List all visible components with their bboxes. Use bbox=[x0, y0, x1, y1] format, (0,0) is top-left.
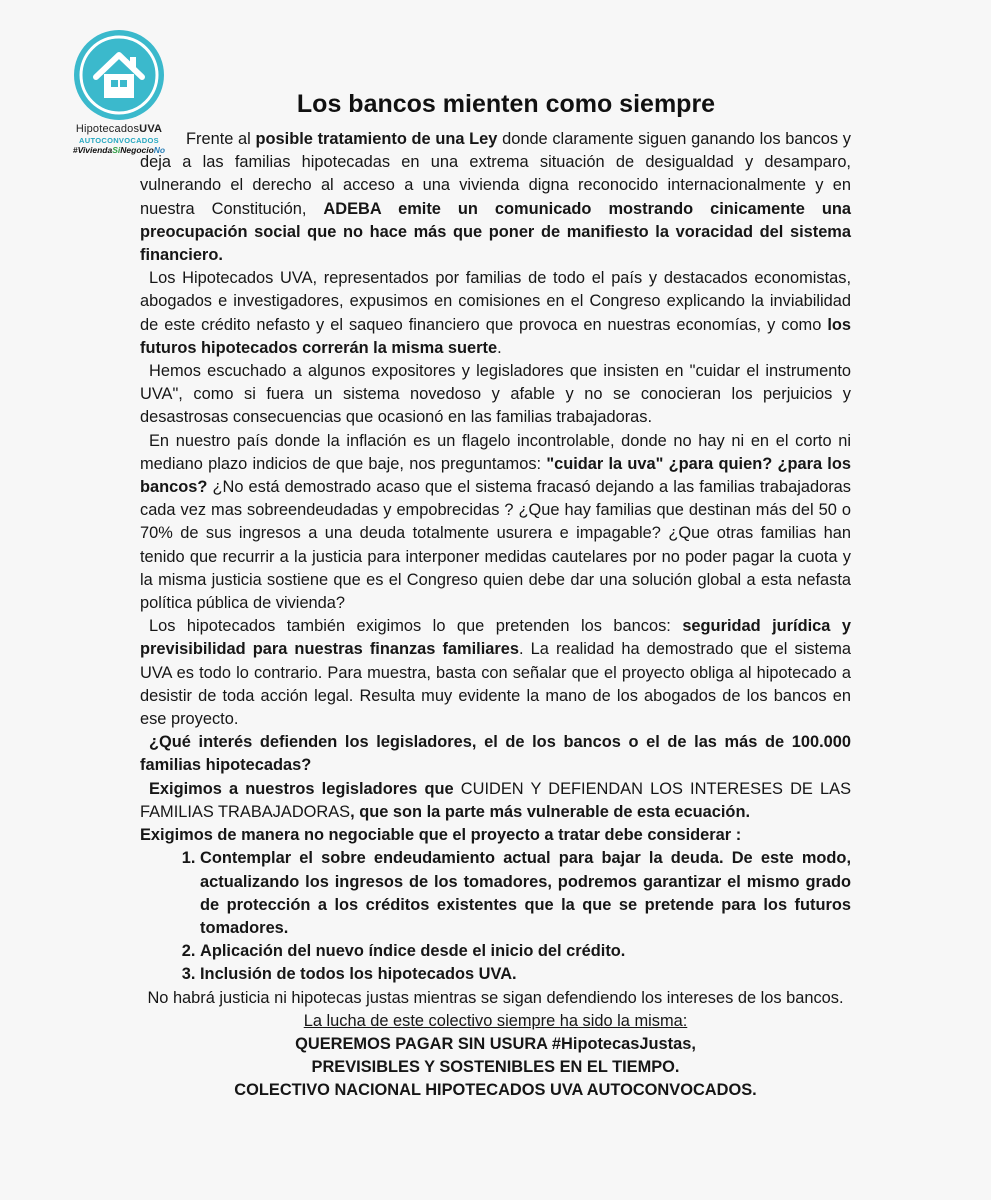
list-item: 1. Contemplar el sobre endeudamiento actual para bajar la deuda. De este modo, actualizando los ingresos de los tomadores, podremos garantizar el mismo grado de protección a los créditos existentes que la que se pretende para los futuros tomadores. bbox=[200, 847, 851, 940]
paragraph-2: Los Hipotecados UVA, representados por familias de todo el país y destacados economistas, abogados e investigadores, expusimos en comisiones en el Congreso explicando la inviabilidad de este crédito nefasto y el saqueo financiero que provoca en nuestras economías, y como los futuros hipotecados correrán la misma suerte. bbox=[140, 269, 851, 357]
paragraph-struggle: La lucha de este colectivo siempre ha sido la misma: bbox=[303, 1011, 688, 1030]
closing-line-3: COLECTIVO NACIONAL HIPOTECADOS UVA AUTOCONVOCADOS. bbox=[234, 1081, 757, 1100]
paragraph-demand: Exigimos a nuestros legisladores que CUIDEN Y DEFIENDAN LOS INTERESES DE LAS FAMILIAS TRABAJADORAS, que son la parte más vulnerable de esta ecuación. bbox=[140, 779, 852, 821]
document-title: Los bancos mienten como siempre bbox=[296, 90, 716, 118]
logo-name: HipotecadosUVA bbox=[75, 123, 163, 135]
document-body bbox=[140, 128, 851, 1103]
paragraph-justice: No habrá justicia ni hipotecas justas mientras se sigan defendiendo los intereses de los bancos. bbox=[147, 988, 844, 1007]
logo-hashtag: #ViviendaSiNegocioNo bbox=[72, 145, 166, 155]
paragraph-5: Los hipotecados también exigimos lo que pretenden los bancos: seguridad jurídica y previsibilidad para nuestras finanzas familiares. La realidad ha demostrado que el sistema UVA es todo lo contrario. Para muestra, basta con señalar que el proyecto obliga al hipotecado a desistir de toda acción legal. Resulta muy evidente la mano de los abogados de los bancos en ese proyecto. bbox=[140, 617, 851, 729]
closing-line-1: QUEREMOS PAGAR SIN USURA #HipotecasJustas, bbox=[295, 1034, 696, 1053]
paragraph-3: Hemos escuchado a algunos expositores y legisladores que insisten en "cuidar el instrumento UVA", como si fuera un sistema novedoso y afable y no se conocieran los perjuicios y desastrosas consecuencias que ocasionó en las familias trabajadoras. bbox=[140, 362, 851, 427]
list-item: 3. Inclusión de todos los hipotecados UVA. bbox=[200, 963, 851, 986]
paragraph-4: En nuestro país donde la inflación es un flagelo incontrolable, donde no hay ni en el corto ni mediano plazo indicios de que baje, nos preguntamos: "cuidar la uva" ¿para quien? ¿para los bancos? ¿No está demostrado acaso que el sistema fracasó dejando a las familias trabajadoras cada vez mas sobreendeudadas y empobrecidas ? ¿Que hay familias que destinan más del 50 o 70% de sus ingresos a una deuda totalmente usurera e impagable? ¿Que otras familias han tenido que recurrir a la justicia para interponer medidas cautelares por no poder pagar la cuota y la misma justicia sostiene que es el Congreso quien debe dar una solución global a esta nefasta política pública de vivienda? bbox=[140, 431, 851, 613]
logo-subtitle: AUTOCONVOCADOS bbox=[79, 136, 159, 145]
paragraph-question: ¿Qué interés defienden los legisladores, el de los bancos o el de las más de 100.000 familias hipotecadas? bbox=[140, 733, 851, 775]
paragraph-1: Frente al posible tratamiento de una Ley donde claramente siguen ganando los bancos y deja a las familias hipotecadas en una extrema situación de desigualdad y desamparo, vulnerando el derecho al acceso a una vivienda digna reconocido internacionalmente y en nuestra Constitución, ADEBA emite un comunicado mostrando cinicamente una preocupación social que no hace más que poner de manifiesto la voracidad del sistema financiero. bbox=[140, 130, 852, 265]
requirements-list bbox=[140, 847, 851, 986]
closing-line-2: PREVISIBLES Y SOSTENIBLES EN EL TIEMPO. bbox=[311, 1058, 680, 1077]
paragraph-requirements: Exigimos de manera no negociable que el proyecto a tratar debe considerar : bbox=[140, 826, 742, 845]
list-item: 2. Aplicación del nuevo índice desde el inicio del crédito. bbox=[200, 940, 851, 963]
